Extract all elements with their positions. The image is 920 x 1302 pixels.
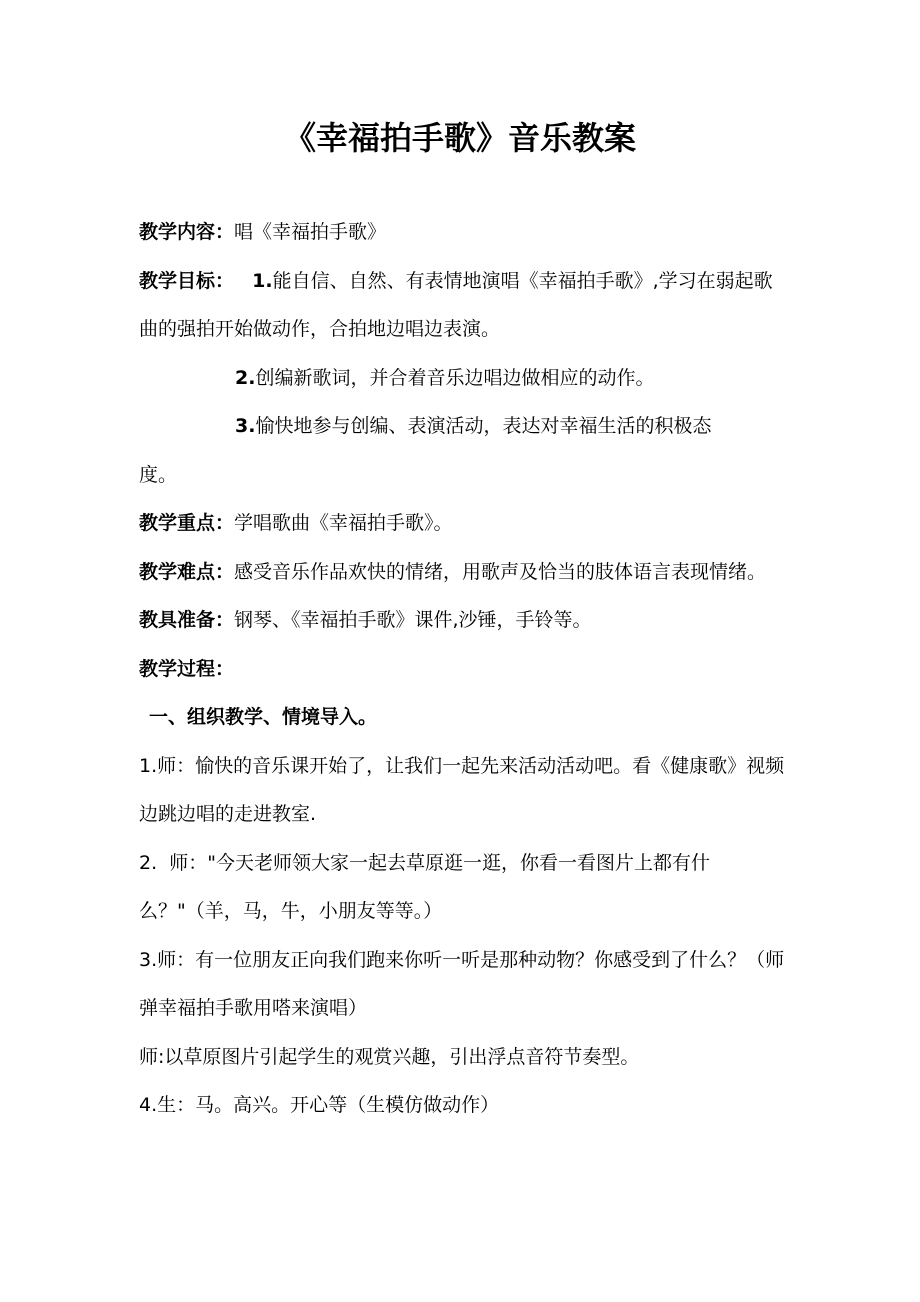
- step-text: 师："今天老师领大家一起去草原逛一逛，你看一看图片上都有什么？"（羊，马，牛，小朋友等等。）: [139, 851, 710, 922]
- content-paragraph: [139, 208, 785, 257]
- materials-paragraph: [139, 596, 785, 645]
- goal-text-continued: 度。: [139, 463, 178, 486]
- key-point-label: 教学重点：: [139, 512, 235, 534]
- goal-number: 3.: [235, 415, 256, 437]
- step-text: 生：马。高兴。开心等（生模仿做动作）: [157, 1094, 500, 1116]
- goals-label: 教学目标：: [139, 269, 235, 292]
- process-step-3: [139, 936, 785, 1033]
- goal-text: 能自信、自然、有表情地演唱《幸福拍手歌》,学习在弱起歌曲的强拍开始做动作，合拍地边唱边表演。: [139, 269, 773, 340]
- goal-number: 2.: [235, 366, 256, 389]
- materials-label: 教具准备：: [139, 609, 235, 631]
- difficulty-label: 教学难点：: [139, 560, 235, 583]
- process-step-1: [139, 742, 785, 839]
- section-heading: 一、组织教学、情境导入。: [149, 706, 378, 728]
- key-point-paragraph: [139, 499, 785, 548]
- process-heading: 教学过程：: [139, 657, 235, 680]
- goal-number: 1.: [252, 269, 273, 292]
- process-note: [139, 1033, 785, 1082]
- step-text: 师：有一位朋友正向我们跑来你听一听是那种动物？你感受到了什么？（师弹幸福拍手歌用嗒来演唱）: [139, 948, 785, 1019]
- difficulty-text: 感受音乐作品欢快的情绪，用歌声及恰当的肢体语言表现情绪。: [234, 560, 767, 583]
- step-number: 1.: [139, 754, 158, 777]
- step-number: 4.: [139, 1094, 158, 1116]
- goal-paragraph-2: [139, 354, 785, 403]
- goal-text: 创编新歌词，并合着音乐边唱边做相应的动作。: [255, 366, 655, 389]
- step-number: 2.: [139, 851, 158, 874]
- step-number: 3.: [139, 948, 158, 971]
- page-title: 《幸福拍手歌》音乐教案: [283, 119, 636, 157]
- key-point-text: 学唱歌曲《幸福拍手歌》。: [234, 512, 453, 534]
- difficulty-paragraph: [139, 548, 785, 597]
- materials-text: 钢琴、《幸福拍手歌》课件,沙锤，手铃等。: [234, 609, 592, 631]
- step-text: 师:以草原图片引起学生的观赏兴趣，引出浮点音符节奏型。: [139, 1045, 640, 1068]
- content-label: 教学内容：: [139, 221, 235, 243]
- goal-paragraph-3: [139, 402, 785, 451]
- step-text: 师：愉快的音乐课开始了，让我们一起先来活动活动吧。看《健康歌》视频边跳边唱的走进教室.: [139, 754, 785, 825]
- document-body: [139, 208, 785, 1130]
- process-step-2: [139, 839, 785, 936]
- goal-paragraph-3-continued: [139, 451, 785, 500]
- goal-paragraph-1: [139, 257, 785, 354]
- goal-text: 愉快地参与创编、表演活动，表达对幸福生活的积极态: [255, 415, 712, 437]
- process-step-4: [139, 1081, 785, 1130]
- content-text: 唱《幸福拍手歌》: [234, 221, 387, 243]
